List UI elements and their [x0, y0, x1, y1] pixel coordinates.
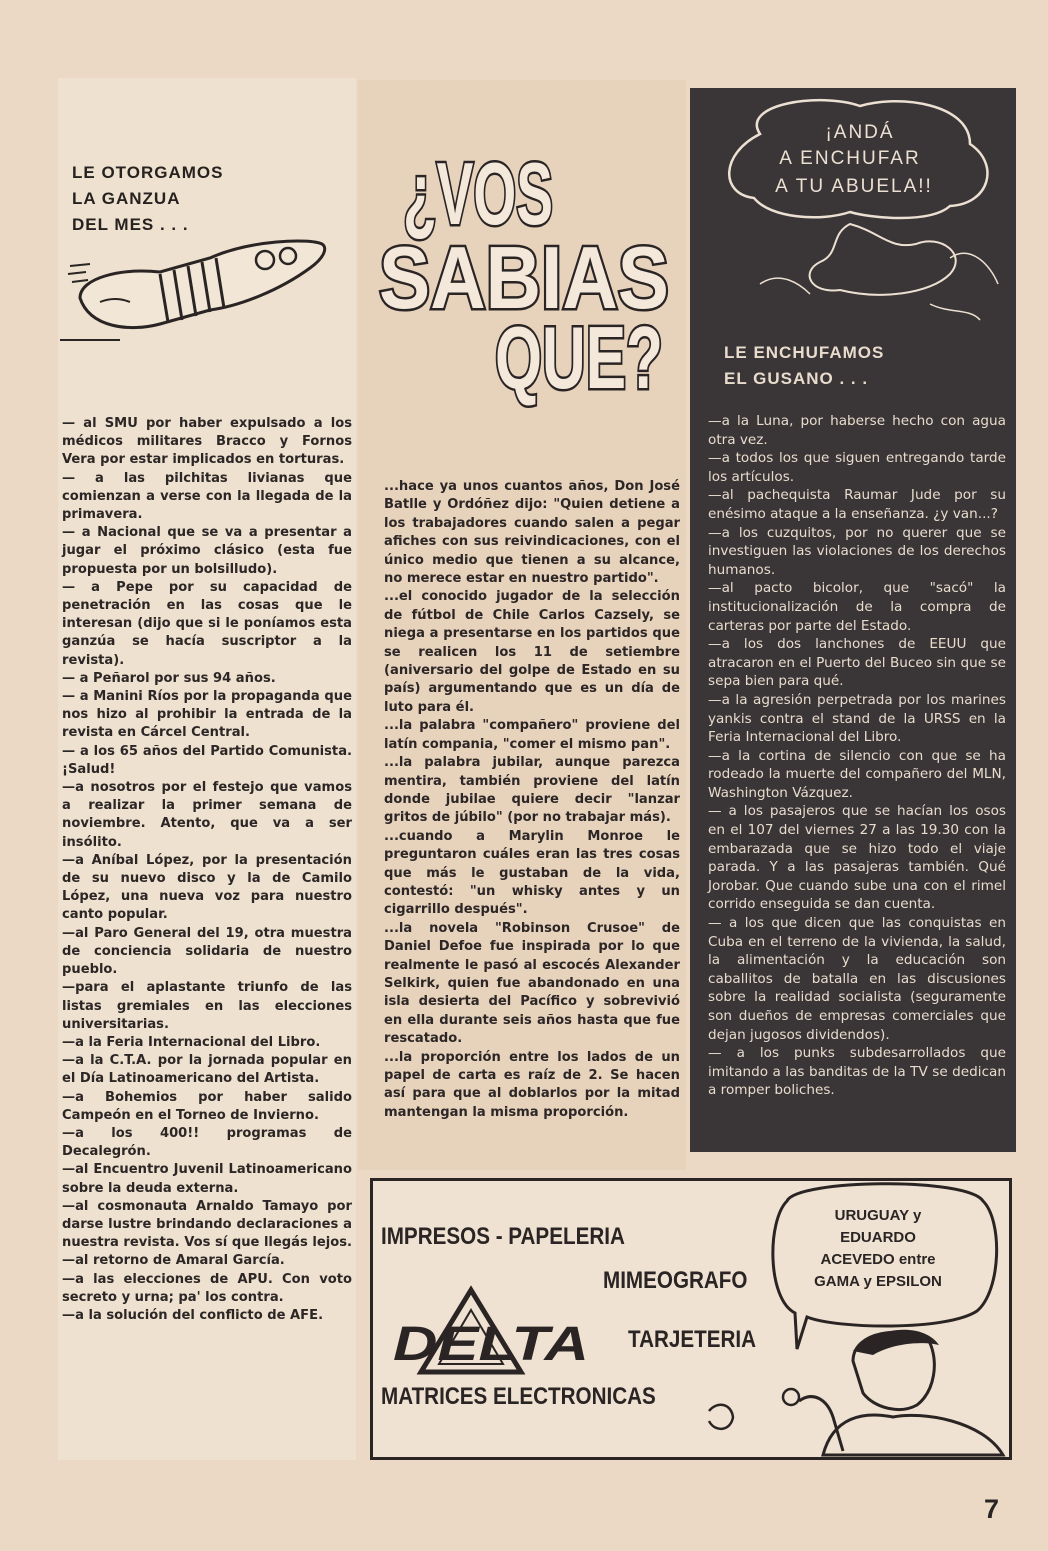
delta-logo-text: DELTA [393, 1318, 589, 1371]
middle-paragraph: ...la novela "Robinson Crusoe" de Daniel Defoe fue inspirada por lo que realmente le pasó al escocés Alexander Selkirk, quien fue abandonado en una isla desierta del Pacífico y sobrevivió en ella durante seis años hasta que fue rescatado. [384, 920, 680, 1047]
right-paragraph: —a la cortina de silencio con que se ha rodeado la muerte del compañero del MLN, Washington Vázquez. [708, 747, 1006, 801]
left-paragraph: — a Nacional que se va a presentar a jugar el próximo clásico (esta fue propuesta por un bolsilludo). [62, 525, 352, 577]
page-number: 7 [984, 1494, 1000, 1524]
left-paragraph: —a los 400!! programas de Decalegrón. [62, 1125, 352, 1160]
ad-bubble-line: URUGUAY y [834, 1207, 922, 1224]
left-paragraph: —a nosotros por el festejo que vamos a realizar la primer semana de noviembre. Atento, que va a ser insólito. [62, 780, 352, 850]
delta-advertisement [370, 1178, 1012, 1460]
left-heading-line: LE OTORGAMOS [72, 163, 224, 182]
left-paragraph: —al retorno de Amaral García. [62, 1253, 285, 1269]
left-paragraph: —a la solución del conflicto de AFE. [62, 1307, 324, 1323]
left-paragraph: —al Encuentro Juvenil Latinoamericano sobre la deuda externa. [62, 1162, 352, 1196]
right-body [708, 412, 1006, 1100]
ad-bubble-text [775, 1205, 981, 1293]
left-paragraph: — a Manini Ríos por la propaganda que nos hizo al prohibir la entrada de la revista en Cárcel Central. [62, 689, 352, 741]
left-paragraph: — a los 65 años del Partido Comunista. ¡Salud! [62, 743, 352, 777]
right-paragraph: — a los pasajeros que se hacían los osos en el 107 del viernes 27 a las 19.30 con la embarazada que se hizo todo el viaje parada. Y a las pasajeras también. Qué Jorobar. Que cuando sube una con el rimel corrido enseguida se dan cuenta. [708, 803, 1006, 913]
bubble-line: A TU ABUELA!! [775, 176, 933, 197]
middle-paragraph: ...la palabra jubilar, aunque parezca mentira, también proviene del latín donde jubilae quiere decir "lanzar gritos de júbilo" (por no trabajar más). [384, 755, 680, 826]
middle-paragraph: ...el conocido jugador de la selección de fútbol de Chile Carlos Cazsely, se niega a presentarse en los partidos que se realicen los 11 de setiembre (aniversario del golpe de Estado en su país) argumentando que es un día de luto para él. [384, 589, 680, 715]
vos-sabias-que-title [375, 144, 675, 407]
bubble-line: A ENCHUFAR [779, 148, 921, 169]
left-paragraph: — a Peñarol por sus 94 años. [62, 670, 276, 686]
right-paragraph: —al pachequista Raumar Jude por su enésimo ataque a la enseñanza. ¿y van...? [708, 487, 1006, 522]
left-paragraph: —a la Feria Internacional del Libro. [62, 1034, 321, 1050]
title-line-sabias: SABIAS [379, 228, 669, 327]
left-heading-line: LA GANZUA [72, 189, 181, 208]
title-line-vos: ¿VOS [403, 144, 553, 243]
middle-paragraph: ...cuando a Marylin Monroe le preguntaron cuáles eran las tres cosas que más le gustaban de la vida, contestó: "un whisky antes y un cigarrillo después". [384, 828, 680, 918]
left-paragraph: —a Aníbal López, por la presentación de su nuevo disco y la de Camilo López, una nueva voz para nuestro canto popular. [62, 852, 352, 923]
right-paragraph: —a la Luna, por haberse hecho con agua otra vez. [708, 413, 1006, 448]
left-body [62, 415, 352, 1325]
middle-paragraph: ...la proporción entre los lados de un papel de carta es raíz de 2. Se hacen así para que al doblarlos por la mitad mantengan la misma proporción. [384, 1049, 680, 1120]
left-heading [72, 160, 292, 238]
right-paragraph: —a la agresión perpetrada por los marines yankis contra el stand de la URSS en la Feria Internacional del Libro. [708, 691, 1006, 746]
ad-tarjeteria: TARJETERIA [628, 1326, 757, 1353]
left-paragraph: —para el aplastante triunfo de las listas gremiales en las elecciones universitarias. [62, 980, 352, 1032]
ad-mimeografo: MIMEOGRAFO [603, 1267, 748, 1294]
right-paragraph: —a todos los que siguen entregando tarde los artículos. [708, 450, 1006, 485]
right-paragraph: — a los punks subdesarrollados que imitando a las banditas de la TV se dedican a romper boliches. [708, 1045, 1006, 1099]
left-paragraph: —a Bohemios por haber salido Campeón en el Torneo de Invierno. [62, 1089, 352, 1123]
right-paragraph: —a los cuzquitos, por no querer que se investiguen las violaciones de los derechos humanos. [708, 524, 1006, 578]
left-paragraph: —al cosmonauta Arnaldo Tamayo por darse lustre brindando declaraciones a nuestra revista. Vos sí que llegás lejos. [62, 1198, 352, 1251]
left-paragraph: —a las elecciones de APU. Con voto secreto y urna; pa' los contra. [62, 1271, 352, 1305]
right-heading-line: LE ENCHUFAMOS [724, 343, 885, 362]
ad-matrices-electronicas: MATRICES ELECTRONICAS [381, 1383, 656, 1410]
left-paragraph: —a la C.T.A. por la jornada popular en el Día Latinoamericano del Artista. [62, 1053, 352, 1087]
left-paragraph: — a las pilchitas livianas que comienzan a verse con la llegada de la primavera. [62, 470, 352, 523]
title-line-que: QUE? [495, 308, 663, 407]
rat-with-lockpick-illustration [60, 228, 356, 346]
middle-paragraph: ...la palabra "compañero" proviene del latín compania, "comer el mismo pan". [384, 718, 680, 752]
bubble-line: ¡ANDÁ [825, 122, 895, 143]
left-paragraph: — al SMU por haber expulsado a los médicos militares Bracco y Fornos Vera por estar implicados en torturas. [62, 416, 352, 468]
superhero-illustration [703, 1321, 1009, 1457]
ad-impresos-papeleria: IMPRESOS - PAPELERIA [381, 1223, 625, 1250]
right-heading-line: EL GUSANO . . . [724, 369, 869, 388]
worm-speech-illustration [700, 94, 1006, 334]
ad-bubble-line: ACEVEDO entre [820, 1251, 936, 1268]
ad-bubble-line: EDUARDO [840, 1229, 916, 1246]
left-heading-line: DEL MES . . . [72, 215, 189, 234]
middle-body [384, 478, 680, 1122]
right-paragraph: —a los dos lanchones de EEUU que atracaron en el Puerto del Buceo sin que se sepa bien para qué. [708, 636, 1006, 690]
right-paragraph: —al pacto bicolor, que "sacó" la institucionalización de la compra de carteras por parte del Estado. [708, 580, 1006, 634]
right-heading [724, 340, 984, 392]
left-paragraph: — a Pepe por su capacidad de penetración en las cosas que le interesan (dijo que si le poníamos esta ganzúa se hacía suscriptor a la revista). [62, 579, 352, 668]
right-paragraph: — a los que dicen que las conquistas en Cuba en el terreno de la vivienda, la salud, la alimentación y la educación son caballitos de batalla en las discusiones sobre la realidad socialista (seguramente son dueños de empresas comerciales que dejan jugosos dividendos). [708, 915, 1006, 1043]
delta-triangle-logo [391, 1286, 591, 1386]
ad-bubble-line: GAMA y EPSILON [814, 1273, 942, 1290]
left-paragraph: —al Paro General del 19, otra muestra de conciencia solidaria de nuestro pueblo. [62, 925, 352, 978]
middle-paragraph: ...hace ya unos cuantos años, Don José Batlle y Ordóñez dijo: "Quien detiene a los trabajadores cuando salen a pegar afiches con sus reivindicaciones, con el único medio que tienen a su alcance, no merece estar en nuestro partido". [384, 479, 680, 587]
